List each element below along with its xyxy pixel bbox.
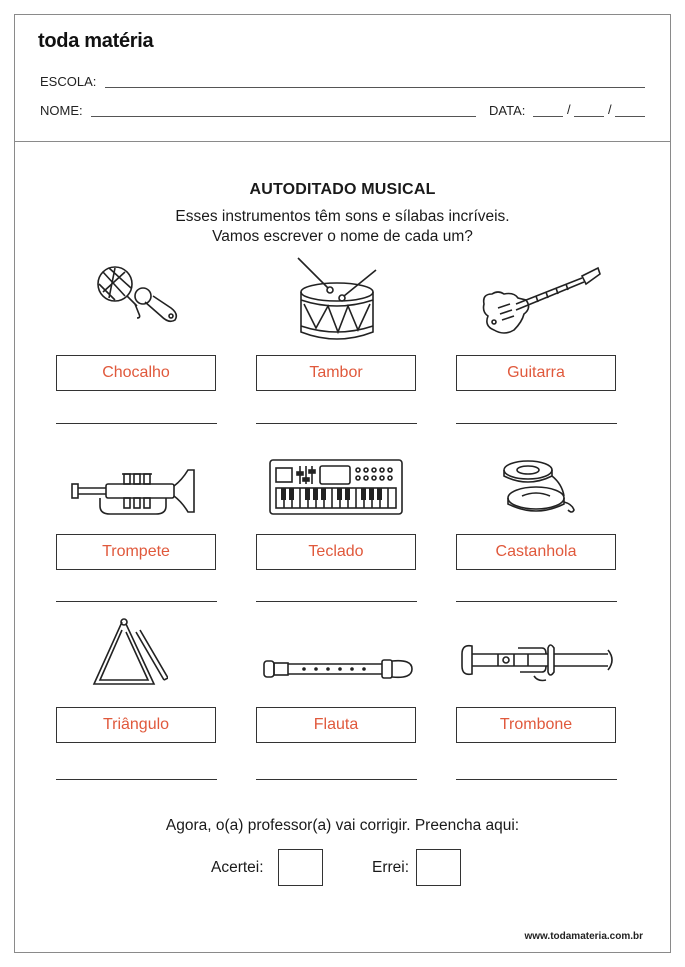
- maracas-icon: [95, 262, 180, 334]
- answer-line[interactable]: [256, 779, 417, 780]
- word-box: [456, 534, 616, 570]
- answer-line[interactable]: [256, 423, 417, 424]
- instrument-word: Tambor: [309, 364, 363, 381]
- answer-line[interactable]: [456, 779, 617, 780]
- instrument-word: Trombone: [499, 716, 573, 733]
- instrument-word: Triângulo: [102, 716, 170, 733]
- answer-line[interactable]: [256, 601, 417, 602]
- correct-count-box[interactable]: [278, 849, 323, 886]
- website-url: www.todamateria.com.br: [524, 931, 643, 942]
- wrong-label: Errei:: [372, 859, 410, 876]
- worksheet-subtitle-line1: Esses instrumentos têm sons e sílabas incríveis.: [175, 208, 510, 225]
- instrument-word: Guitarra: [507, 364, 565, 381]
- castanets-icon: [500, 458, 580, 518]
- date-separator: /: [608, 102, 612, 117]
- word-box: [56, 707, 216, 743]
- header-divider: [14, 141, 671, 142]
- answer-line[interactable]: [456, 423, 617, 424]
- word-box: [56, 534, 216, 570]
- date-label: DATA:: [489, 103, 526, 118]
- drum-icon: [292, 254, 382, 342]
- worksheet-title: AUTODITADO MUSICAL: [249, 181, 436, 198]
- date-separator: /: [567, 102, 571, 117]
- word-box: [256, 355, 416, 391]
- instrument-word: Trompete: [102, 543, 170, 560]
- instrument-word: Castanhola: [495, 543, 577, 560]
- word-box: [456, 707, 616, 743]
- instrument-word: Flauta: [313, 716, 359, 733]
- instrument-word: Teclado: [308, 543, 364, 560]
- keyboard-icon: [268, 458, 404, 516]
- answer-line[interactable]: [456, 601, 617, 602]
- name-field[interactable]: [91, 116, 476, 117]
- word-box: [256, 707, 416, 743]
- word-box: [256, 534, 416, 570]
- date-month-field[interactable]: [574, 116, 604, 117]
- date-day-field[interactable]: [533, 116, 563, 117]
- electric-guitar-icon: [480, 264, 604, 336]
- word-box: [56, 355, 216, 391]
- school-field[interactable]: [105, 87, 645, 88]
- triangle-instrument-icon: [92, 618, 168, 690]
- correction-instruction: Agora, o(a) professor(a) vai corrigir. Preencha aqui:: [165, 817, 520, 834]
- recorder-flute-icon: [262, 655, 414, 683]
- correct-label: Acertei:: [211, 859, 264, 876]
- trombone-icon: [458, 640, 616, 684]
- word-box: [456, 355, 616, 391]
- worksheet-subtitle-line2: Vamos escrever o nome de cada um?: [212, 228, 473, 245]
- brand-logo: toda matéria: [38, 30, 154, 52]
- date-year-field[interactable]: [615, 116, 645, 117]
- answer-line[interactable]: [56, 601, 217, 602]
- instrument-word: Chocalho: [102, 364, 170, 381]
- trumpet-icon: [70, 466, 196, 518]
- school-label: ESCOLA:: [40, 74, 97, 89]
- answer-line[interactable]: [56, 423, 217, 424]
- wrong-count-box[interactable]: [416, 849, 461, 886]
- answer-line[interactable]: [56, 779, 217, 780]
- name-label: NOME:: [40, 103, 83, 118]
